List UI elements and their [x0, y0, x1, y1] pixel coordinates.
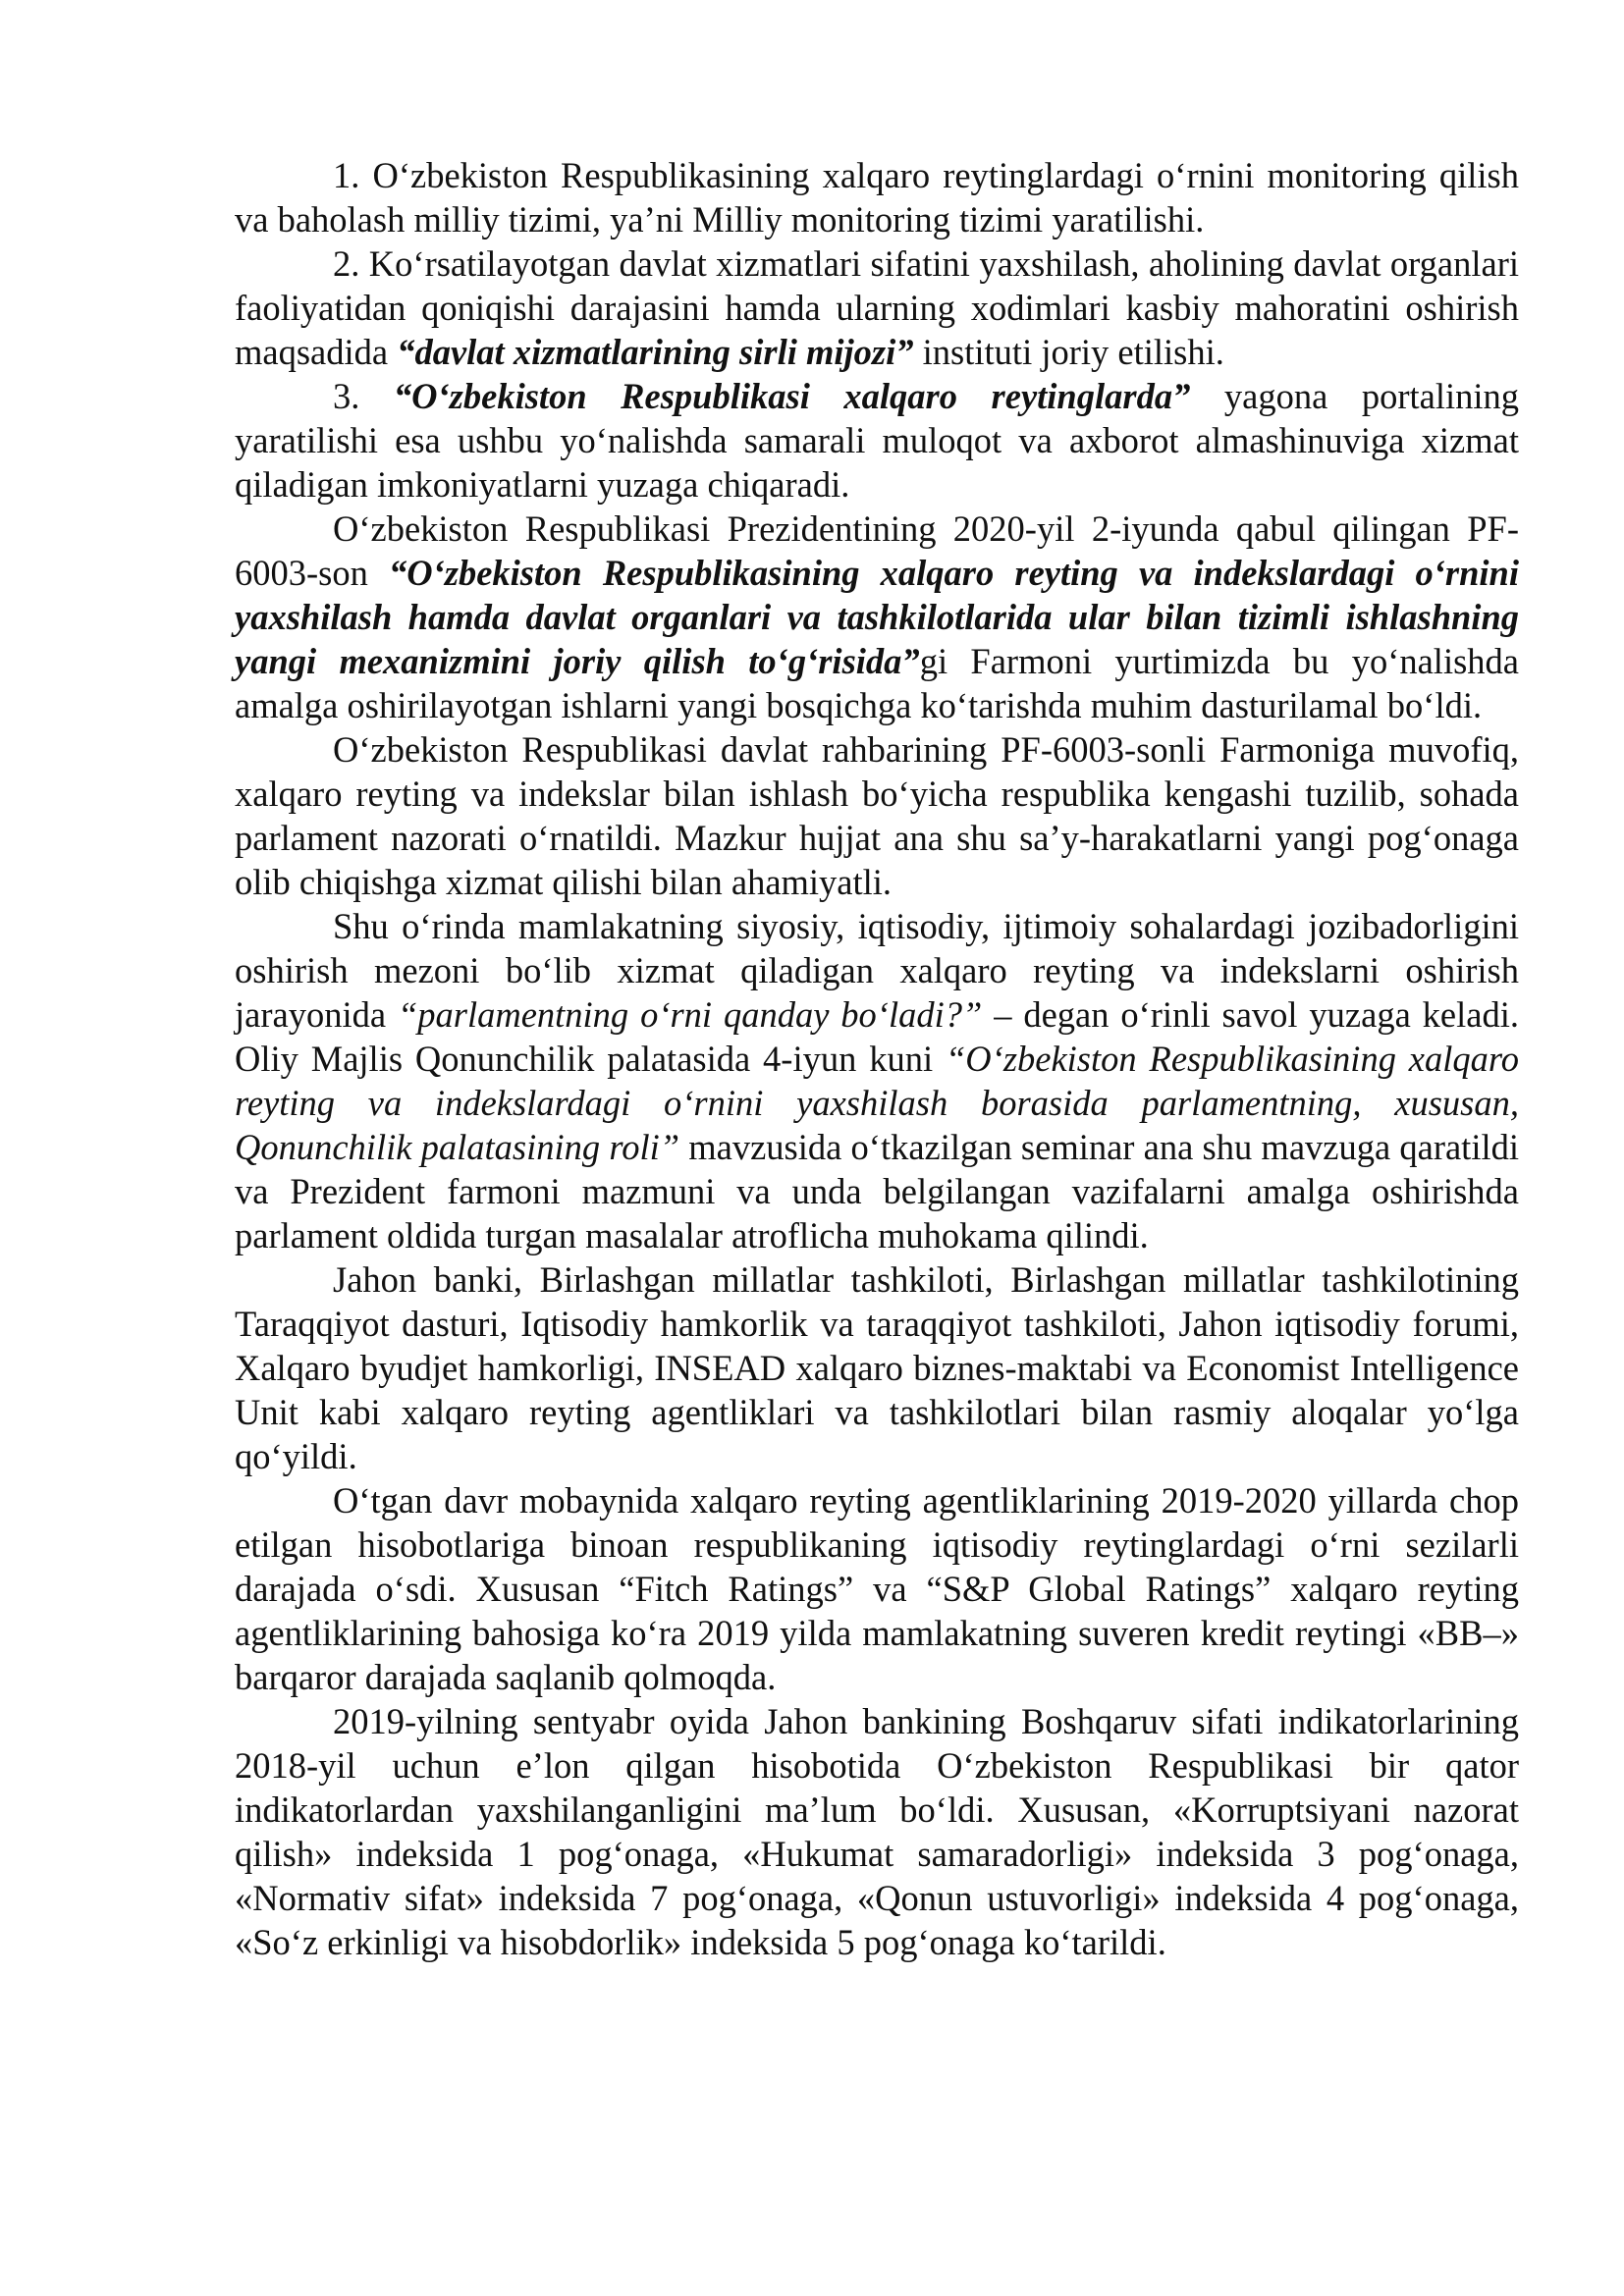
paragraph-text: gi Farmoni yurtimizda bu yo‘nalishda amalga oshirilayotgan ishlarni yangi bosqichga ko‘tarishda muhim dasturilamal bo‘ldi.	[235, 641, 1519, 725]
paragraph-text: Jahon banki, Birlashgan millatlar tashkiloti, Birlashgan millatlar tashkilotining Taraqqiyot dasturi, Iqtisodiy hamkorlik va taraqqiyot tashkiloti, Jahon iqtisodiy forumi, Xalqaro byudjet hamkorligi, INSEAD xalqaro biznes-maktabi va Economist Intelligence Unit kabi xalqaro reyting agentliklari va tashkilotlari bilan rasmiy aloqalar yo‘lga qo‘yildi.	[235, 1259, 1519, 1476]
paragraph-text: yagona portalining yaratilishi esa ushbu yo‘nalishda samarali muloqot va axborot almashinuviga xizmat qiladigan imkoniyatlarni yuzaga chiqaradi.	[235, 376, 1519, 505]
bold-italic-phrase: “O‘zbekiston Respublikasi xalqaro reytinglarda”	[393, 376, 1191, 416]
paragraph-text: O‘zbekiston Respublikasi Prezidentining 2020-yil 2-iyunda qabul qilingan PF-6003-son	[235, 508, 1519, 593]
paragraph-text: 3.	[333, 376, 394, 416]
paragraph-text: 2. Ko‘rsatilayotgan davlat xizmatlari sifatini yaxshilash, aholining davlat organlari faoliyatidan qoniqishi darajasini hamda ularning xodimlari kasbiy mahoratini oshirish maqsadida	[235, 243, 1519, 372]
document-page	[235, 153, 1519, 1964]
paragraph-3	[235, 374, 1519, 507]
paragraph-text: instituti joriy etilishi.	[913, 332, 1224, 372]
paragraph-text: – degan o‘rinli savol yuzaga keladi. Oliy Majlis Qonunchilik palatasida 4-iyun kuni	[235, 994, 1519, 1079]
paragraph-text: O‘tgan davr mobaynida xalqaro reyting agentliklarining 2019-2020 yillarda chop etilgan hisobotlariga binoan respublikaning iqtisodiy reytinglardagi o‘rni sezilarli darajada o‘sdi. Xususan “Fitch Ratings” va “S&P Global Ratings” xalqaro reyting agentliklarining bahosiga ko‘ra 2019 yilda mamlakatning suveren kredit reytingi «BB–» barqaror darajada saqlanib qolmoqda.	[235, 1480, 1519, 1697]
paragraph-4	[235, 507, 1519, 727]
paragraph-text: O‘zbekiston Respublikasi davlat rahbarining PF-6003-sonli Farmoniga muvofiq, xalqaro reyting va indekslar bilan ishlash bo‘yicha respublika kengashi tuzilib, sohada parlament nazorati o‘rnatildi. Mazkur hujjat ana shu sa’y-harakatlarni yangi pog‘onaga olib chiqishga xizmat qilishi bilan ahamiyatli.	[235, 729, 1519, 902]
paragraph-5	[235, 727, 1519, 904]
paragraph-6	[235, 904, 1519, 1257]
paragraph-text: 2019-yilning sentyabr oyida Jahon bankining Boshqaruv sifati indikatorlarining 2018-yil uchun e’lon qilgan hisobotida O‘zbekiston Respublikasi bir qator indikatorlardan yaxshilanganligini ma’lum bo‘ldi. Xususan, «Korruptsiyani nazorat qilish» indeksida 1 pog‘onaga, «Hukumat samaradorligi» indeksida 3 pog‘onaga, «Normativ sifat» indeksida 7 pog‘onaga, «Qonun ustuvorligi» indeksida 4 pog‘onaga, «So‘z erkinligi va hisobdorlik» indeksida 5 pog‘onaga ko‘tarildi.	[235, 1701, 1519, 1962]
paragraph-text: 1. O‘zbekiston Respublikasining xalqaro reytinglardagi o‘rnini monitoring qilish va baholash milliy tizimi, ya’ni Milliy monitoring tizimi yaratilishi.	[235, 155, 1519, 240]
decree-title: “O‘zbekiston Respublikasining xalqaro reyting va indekslardagi o‘rnini yaxshilash hamda davlat organlari va tashkilotlarida ular bilan tizimli ishlashning yangi mexanizmini joriy qilish to‘g‘risida”	[235, 553, 1519, 681]
paragraph-1	[235, 153, 1519, 241]
italic-question: “parlamentning o‘rni qanday bo‘ladi?”	[397, 994, 983, 1035]
paragraph-7	[235, 1257, 1519, 1478]
italic-seminar-title: “O‘zbekiston Respublikasining xalqaro reyting va indekslardagi o‘rnini yaxshilash borasida parlamentning, xususan, Qonunchilik palatasining roli”	[235, 1039, 1520, 1167]
paragraph-2	[235, 241, 1519, 374]
paragraph-text: Shu o‘rinda mamlakatning siyosiy, iqtisodiy, ijtimoiy sohalardagi jozibadorligini oshirish mezoni bo‘lib xizmat qiladigan xalqaro reyting va indekslarni oshirish jarayonida	[235, 906, 1519, 1035]
paragraph-text: mavzusida o‘tkazilgan seminar ana shu mavzuga qaratildi va Prezident farmoni mazmuni va unda belgilangan vazifalarni amalga oshirishda parlament oldida turgan masalalar atroflicha muhokama qilindi.	[235, 1127, 1519, 1255]
bold-italic-phrase: “davlat xizmatlarining sirli mijozi”	[397, 332, 914, 372]
paragraph-8	[235, 1478, 1519, 1699]
paragraph-9	[235, 1699, 1519, 1964]
